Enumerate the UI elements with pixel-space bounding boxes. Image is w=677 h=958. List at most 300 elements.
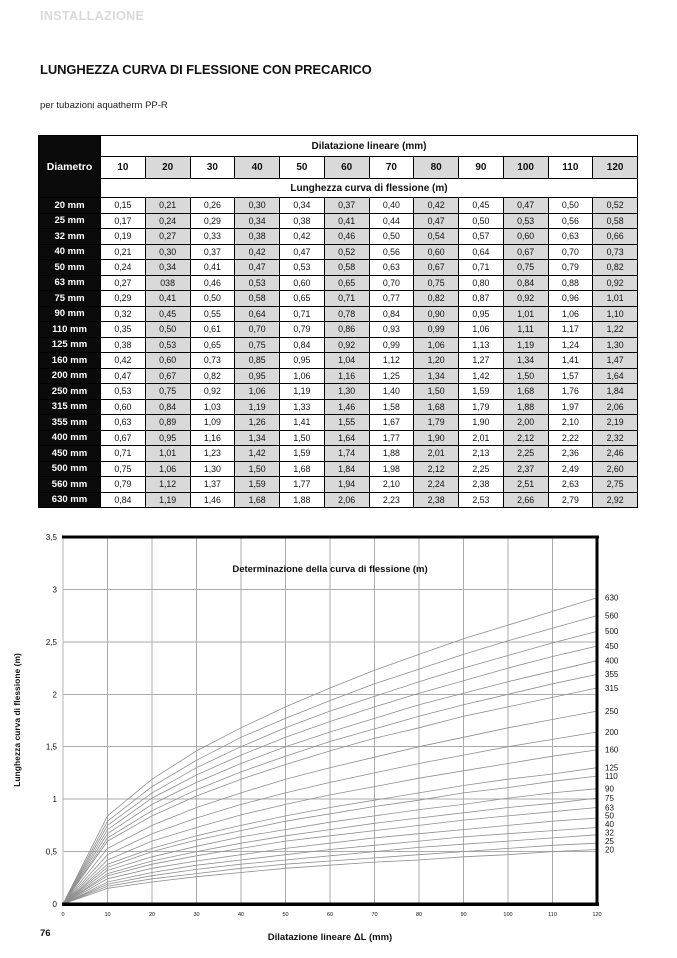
value-cell: 0,67 <box>101 430 146 446</box>
value-cell: 1,06 <box>459 322 504 338</box>
value-cell: 2,10 <box>548 415 593 431</box>
value-cell: 0,89 <box>145 415 190 431</box>
table-row <box>39 477 638 493</box>
value-cell: 0,47 <box>503 198 548 214</box>
value-cell: 0,32 <box>101 306 146 322</box>
value-cell: 0,75 <box>101 461 146 477</box>
value-cell: 1,41 <box>280 415 325 431</box>
value-cell: 0,26 <box>190 198 235 214</box>
value-cell: 1,64 <box>593 368 638 384</box>
value-cell: 1,34 <box>235 430 280 446</box>
value-cell: 0,77 <box>369 291 414 307</box>
value-cell: 1,58 <box>369 399 414 415</box>
value-cell: 1,94 <box>324 477 369 493</box>
value-cell: 0,21 <box>101 244 146 260</box>
value-cell: 2,92 <box>593 492 638 508</box>
table-row <box>39 198 638 214</box>
value-cell: 1,84 <box>593 384 638 400</box>
value-cell: 0,41 <box>190 260 235 276</box>
value-cell: 0,95 <box>235 368 280 384</box>
value-cell: 0,99 <box>369 337 414 353</box>
value-cell: 0,17 <box>101 213 146 229</box>
value-cell: 1,03 <box>190 399 235 415</box>
y-axis-label: Lunghezza curva di flessione (m) <box>12 653 22 787</box>
column-header: 30 <box>190 157 235 179</box>
diameter-cell: 160 mm <box>39 353 101 369</box>
value-cell: 2,24 <box>414 477 459 493</box>
value-cell: 0,79 <box>101 477 146 493</box>
diameter-cell: 200 mm <box>39 368 101 384</box>
value-cell: 0,46 <box>190 275 235 291</box>
value-cell: 1,41 <box>548 353 593 369</box>
value-cell: 0,45 <box>145 306 190 322</box>
x-tick-label: 120 <box>592 912 602 918</box>
value-cell: 1,84 <box>324 461 369 477</box>
value-cell: 0,70 <box>548 244 593 260</box>
chart-title: Determinazione della curva di flessione (m) <box>232 564 428 575</box>
value-cell: 0,60 <box>503 229 548 245</box>
value-cell: 0,47 <box>235 260 280 276</box>
value-cell: 0,70 <box>369 275 414 291</box>
value-cell: 0,30 <box>235 198 280 214</box>
value-cell: 0,38 <box>235 229 280 245</box>
table-row <box>39 213 638 229</box>
value-cell: 1,34 <box>414 368 459 384</box>
value-cell: 0,73 <box>593 244 638 260</box>
diameter-cell: 20 mm <box>39 198 101 214</box>
value-cell: 1,19 <box>280 384 325 400</box>
value-cell: 1,19 <box>235 399 280 415</box>
table-row <box>39 275 638 291</box>
value-cell: 1,24 <box>548 337 593 353</box>
value-cell: 1,59 <box>235 477 280 493</box>
value-cell: 1,50 <box>414 384 459 400</box>
value-cell: 1,33 <box>280 399 325 415</box>
sub-header-cell: Lunghezza curva di flessione (m) <box>101 179 638 198</box>
y-tick-label: 1,5 <box>45 742 57 752</box>
value-cell: 1,77 <box>369 430 414 446</box>
value-cell: 0,87 <box>459 291 504 307</box>
value-cell: 0,47 <box>280 244 325 260</box>
column-header: 70 <box>369 157 414 179</box>
value-cell: 2,22 <box>548 430 593 446</box>
x-tick-label: 60 <box>326 912 334 918</box>
x-tick-label: 70 <box>371 912 378 918</box>
column-header: 10 <box>101 157 146 179</box>
value-cell: 1,16 <box>190 430 235 446</box>
value-cell: 0,86 <box>324 322 369 338</box>
table-row <box>39 322 638 338</box>
value-cell: 0,24 <box>101 260 146 276</box>
value-cell: 0,75 <box>503 260 548 276</box>
value-cell: 0,34 <box>280 198 325 214</box>
value-cell: 2,60 <box>593 461 638 477</box>
value-cell: 0,64 <box>235 306 280 322</box>
columns-row <box>39 157 638 179</box>
value-cell: 1,30 <box>593 337 638 353</box>
value-cell: 0,71 <box>101 446 146 462</box>
value-cell: 1,55 <box>324 415 369 431</box>
value-cell: 2,25 <box>459 461 504 477</box>
value-cell: 2,49 <box>548 461 593 477</box>
curve-label: 630 <box>605 593 619 603</box>
value-cell: 1,13 <box>459 337 504 353</box>
table-row <box>39 384 638 400</box>
value-cell: 2,00 <box>503 415 548 431</box>
diameter-cell: 560 mm <box>39 477 101 493</box>
column-header: 100 <box>503 157 548 179</box>
value-cell: 0,92 <box>190 384 235 400</box>
value-cell: 0,53 <box>101 384 146 400</box>
value-cell: 1,68 <box>280 461 325 477</box>
table-row <box>39 306 638 322</box>
value-cell: 2,01 <box>459 430 504 446</box>
value-cell: 0,63 <box>548 229 593 245</box>
value-cell: 2,79 <box>548 492 593 508</box>
value-cell: 1,26 <box>235 415 280 431</box>
value-cell: 1,50 <box>235 461 280 477</box>
value-cell: 0,90 <box>414 306 459 322</box>
value-cell: 0,53 <box>145 337 190 353</box>
x-tick-label: 90 <box>460 912 467 918</box>
value-cell: 0,57 <box>459 229 504 245</box>
column-header: 60 <box>324 157 369 179</box>
value-cell: 1,06 <box>414 337 459 353</box>
value-cell: 0,33 <box>190 229 235 245</box>
y-tick-label: 0 <box>52 900 57 909</box>
curve-label: 200 <box>605 727 619 737</box>
diameter-cell: 40 mm <box>39 244 101 260</box>
value-cell: 0,71 <box>280 306 325 322</box>
curve-label: 160 <box>605 745 619 755</box>
value-cell: 1,79 <box>459 399 504 415</box>
value-cell: 0,82 <box>190 368 235 384</box>
value-cell: 1,22 <box>593 322 638 338</box>
value-cell: 2,53 <box>459 492 504 508</box>
value-cell: 0,53 <box>280 260 325 276</box>
value-cell: 0,53 <box>503 213 548 229</box>
value-cell: 0,92 <box>593 275 638 291</box>
curve-label: 250 <box>605 706 619 716</box>
y-tick-label: 3 <box>52 585 57 595</box>
y-tick-label: 0,5 <box>45 847 57 857</box>
value-cell: 1,01 <box>503 306 548 322</box>
diameter-cell: 125 mm <box>39 337 101 353</box>
curve-label: 20 <box>605 845 614 855</box>
x-tick-label: 20 <box>148 912 156 918</box>
column-header: 20 <box>145 157 190 179</box>
value-cell: 2,46 <box>593 446 638 462</box>
chart-text <box>46 533 619 918</box>
value-cell: 1,40 <box>369 384 414 400</box>
value-cell: 0,50 <box>369 229 414 245</box>
curve-label: 75 <box>605 793 614 803</box>
x-tick-label: 10 <box>104 912 111 918</box>
value-cell: 1,47 <box>593 353 638 369</box>
value-cell: 038 <box>145 275 190 291</box>
value-cell: 0,35 <box>101 322 146 338</box>
value-cell: 0,42 <box>280 229 325 245</box>
value-cell: 1,19 <box>145 492 190 508</box>
value-cell: 0,56 <box>548 213 593 229</box>
table-row <box>39 368 638 384</box>
diameter-cell: 32 mm <box>39 229 101 245</box>
value-cell: 1,37 <box>190 477 235 493</box>
value-cell: 0,85 <box>235 353 280 369</box>
diameter-cell: 315 mm <box>39 399 101 415</box>
value-cell: 1,76 <box>548 384 593 400</box>
value-cell: 0,80 <box>459 275 504 291</box>
curve-label: 125 <box>605 763 619 773</box>
value-cell: 2,10 <box>369 477 414 493</box>
value-cell: 2,19 <box>593 415 638 431</box>
value-cell: 0,58 <box>324 260 369 276</box>
value-cell: 0,24 <box>145 213 190 229</box>
value-cell: 0,37 <box>324 198 369 214</box>
value-cell: 0,19 <box>101 229 146 245</box>
value-cell: 0,84 <box>145 399 190 415</box>
y-tick-label: 2 <box>52 690 57 700</box>
value-cell: 0,47 <box>101 368 146 384</box>
table-row <box>39 244 638 260</box>
value-cell: 1,90 <box>459 415 504 431</box>
value-cell: 0,67 <box>503 244 548 260</box>
section-header: INSTALLAZIONE <box>40 9 145 23</box>
value-cell: 0,63 <box>369 260 414 276</box>
value-cell: 1,64 <box>324 430 369 446</box>
value-cell: 0,54 <box>414 229 459 245</box>
diameter-cell: 250 mm <box>39 384 101 400</box>
curve-label: 560 <box>605 611 619 621</box>
value-cell: 1,06 <box>145 461 190 477</box>
curve-label: 40 <box>605 820 614 830</box>
corner-header-cell: Diametro <box>39 136 101 198</box>
flexion-table <box>38 135 638 508</box>
value-cell: 1,98 <box>369 461 414 477</box>
value-cell: 0,50 <box>145 322 190 338</box>
curve-label: 110 <box>605 771 618 781</box>
x-tick-label: 40 <box>237 912 245 918</box>
x-tick-label: 0 <box>61 912 65 918</box>
value-cell: 0,92 <box>503 291 548 307</box>
value-cell: 0,56 <box>369 244 414 260</box>
table-row <box>39 353 638 369</box>
value-cell: 0,84 <box>369 306 414 322</box>
value-cell: 0,78 <box>324 306 369 322</box>
curve-label: 32 <box>605 828 614 838</box>
value-cell: 0,41 <box>145 291 190 307</box>
table-row <box>39 291 638 307</box>
value-cell: 1,67 <box>369 415 414 431</box>
value-cell: 2,12 <box>503 430 548 446</box>
value-cell: 2,63 <box>548 477 593 493</box>
value-cell: 1,97 <box>548 399 593 415</box>
curve-label: 400 <box>605 656 619 666</box>
x-tick-label: 100 <box>503 912 513 918</box>
value-cell: 0,67 <box>414 260 459 276</box>
value-cell: 0,50 <box>459 213 504 229</box>
curve-label: 315 <box>605 683 619 693</box>
column-header: 40 <box>235 157 280 179</box>
page-title: LUNGHEZZA CURVA DI FLESSIONE CON PRECARICO <box>40 62 372 77</box>
value-cell: 0,92 <box>324 337 369 353</box>
value-cell: 1,46 <box>324 399 369 415</box>
value-cell: 0,34 <box>145 260 190 276</box>
value-cell: 2,23 <box>369 492 414 508</box>
diameter-cell: 90 mm <box>39 306 101 322</box>
diameter-cell: 355 mm <box>39 415 101 431</box>
value-cell: 1,04 <box>324 353 369 369</box>
value-cell: 1,88 <box>503 399 548 415</box>
table-row <box>39 446 638 462</box>
value-cell: 1,50 <box>503 368 548 384</box>
value-cell: 1,68 <box>414 399 459 415</box>
value-cell: 1,20 <box>414 353 459 369</box>
table-row <box>39 399 638 415</box>
curve-label: 50 <box>605 811 614 821</box>
value-cell: 0,55 <box>190 306 235 322</box>
value-cell: 0,71 <box>459 260 504 276</box>
sub-header-row <box>39 179 638 198</box>
table-body <box>39 198 638 508</box>
value-cell: 2,25 <box>503 446 548 462</box>
value-cell: 1,50 <box>280 430 325 446</box>
diameter-cell: 110 mm <box>39 322 101 338</box>
table-head <box>39 136 638 198</box>
value-cell: 0,27 <box>145 229 190 245</box>
value-cell: 1,79 <box>414 415 459 431</box>
table-row <box>39 229 638 245</box>
value-cell: 1,16 <box>324 368 369 384</box>
value-cell: 0,44 <box>369 213 414 229</box>
diameter-cell: 400 mm <box>39 430 101 446</box>
value-cell: 0,38 <box>280 213 325 229</box>
column-header: 90 <box>459 157 504 179</box>
value-cell: 0,73 <box>190 353 235 369</box>
value-cell: 0,50 <box>190 291 235 307</box>
value-cell: 1,06 <box>235 384 280 400</box>
x-tick-label: 110 <box>548 912 557 918</box>
value-cell: 0,67 <box>145 368 190 384</box>
value-cell: 1,59 <box>280 446 325 462</box>
x-tick-label: 30 <box>193 912 200 918</box>
column-header: 110 <box>548 157 593 179</box>
x-axis-label: Dilatazione lineare ΔL (mm) <box>267 932 393 943</box>
x-tick-label: 80 <box>415 912 423 918</box>
value-cell: 2,75 <box>593 477 638 493</box>
value-cell: 0,53 <box>235 275 280 291</box>
value-cell: 2,38 <box>459 477 504 493</box>
value-cell: 0,34 <box>235 213 280 229</box>
value-cell: 1,68 <box>503 384 548 400</box>
value-cell: 0,65 <box>280 291 325 307</box>
column-header: 50 <box>280 157 325 179</box>
value-cell: 1,09 <box>190 415 235 431</box>
value-cell: 0,95 <box>280 353 325 369</box>
value-cell: 0,60 <box>145 353 190 369</box>
value-cell: 2,37 <box>503 461 548 477</box>
value-cell: 0,58 <box>593 213 638 229</box>
curve-label: 355 <box>605 670 619 680</box>
value-cell: 1,12 <box>369 353 414 369</box>
value-cell: 1,46 <box>190 492 235 508</box>
value-cell: 1,30 <box>190 461 235 477</box>
value-cell: 0,64 <box>459 244 504 260</box>
value-cell: 1,12 <box>145 477 190 493</box>
value-cell: 0,79 <box>280 322 325 338</box>
value-cell: 0,61 <box>190 322 235 338</box>
diameter-cell: 630 mm <box>39 492 101 508</box>
value-cell: 0,93 <box>369 322 414 338</box>
value-cell: 0,79 <box>548 260 593 276</box>
value-cell: 2,12 <box>414 461 459 477</box>
value-cell: 0,75 <box>235 337 280 353</box>
value-cell: 1,06 <box>280 368 325 384</box>
column-header: 120 <box>593 157 638 179</box>
value-cell: 1,30 <box>324 384 369 400</box>
value-cell: 0,40 <box>369 198 414 214</box>
value-cell: 1,23 <box>190 446 235 462</box>
value-cell: 0,84 <box>101 492 146 508</box>
value-cell: 2,51 <box>503 477 548 493</box>
group-header-cell: Dilatazione lineare (mm) <box>101 136 638 157</box>
value-cell: 2,13 <box>459 446 504 462</box>
value-cell: 1,77 <box>280 477 325 493</box>
value-cell: 0,46 <box>324 229 369 245</box>
value-cell: 0,95 <box>459 306 504 322</box>
value-cell: 1,68 <box>235 492 280 508</box>
value-cell: 0,65 <box>190 337 235 353</box>
y-tick-label: 2,5 <box>45 637 57 647</box>
value-cell: 0,84 <box>280 337 325 353</box>
value-cell: 1,01 <box>593 291 638 307</box>
value-cell: 0,66 <box>593 229 638 245</box>
diameter-cell: 450 mm <box>39 446 101 462</box>
value-cell: 0,41 <box>324 213 369 229</box>
value-cell: 2,36 <box>548 446 593 462</box>
value-cell: 1,19 <box>503 337 548 353</box>
y-tick-label: 3,5 <box>45 533 57 542</box>
page-subtitle: per tubazioni aquatherm PP-R <box>40 100 168 111</box>
diameter-cell: 25 mm <box>39 213 101 229</box>
curve-label: 63 <box>605 803 614 813</box>
table-row <box>39 430 638 446</box>
value-cell: 0,95 <box>145 430 190 446</box>
value-cell: 0,29 <box>101 291 146 307</box>
x-tick-label: 50 <box>282 912 289 918</box>
value-cell: 0,75 <box>145 384 190 400</box>
value-cell: 1,90 <box>414 430 459 446</box>
value-cell: 0,27 <box>101 275 146 291</box>
value-cell: 0,84 <box>503 275 548 291</box>
value-cell: 1,01 <box>145 446 190 462</box>
curve-label: 450 <box>605 641 619 651</box>
table-row <box>39 337 638 353</box>
value-cell: 1,59 <box>459 384 504 400</box>
value-cell: 0,65 <box>324 275 369 291</box>
value-cell: 0,60 <box>280 275 325 291</box>
table-row <box>39 415 638 431</box>
value-cell: 0,21 <box>145 198 190 214</box>
diameter-cell: 75 mm <box>39 291 101 307</box>
value-cell: 2,06 <box>593 399 638 415</box>
value-cell: 0,30 <box>145 244 190 260</box>
value-cell: 0,45 <box>459 198 504 214</box>
y-tick-label: 1 <box>52 795 57 805</box>
value-cell: 0,70 <box>235 322 280 338</box>
value-cell: 1,42 <box>235 446 280 462</box>
value-cell: 0,99 <box>414 322 459 338</box>
